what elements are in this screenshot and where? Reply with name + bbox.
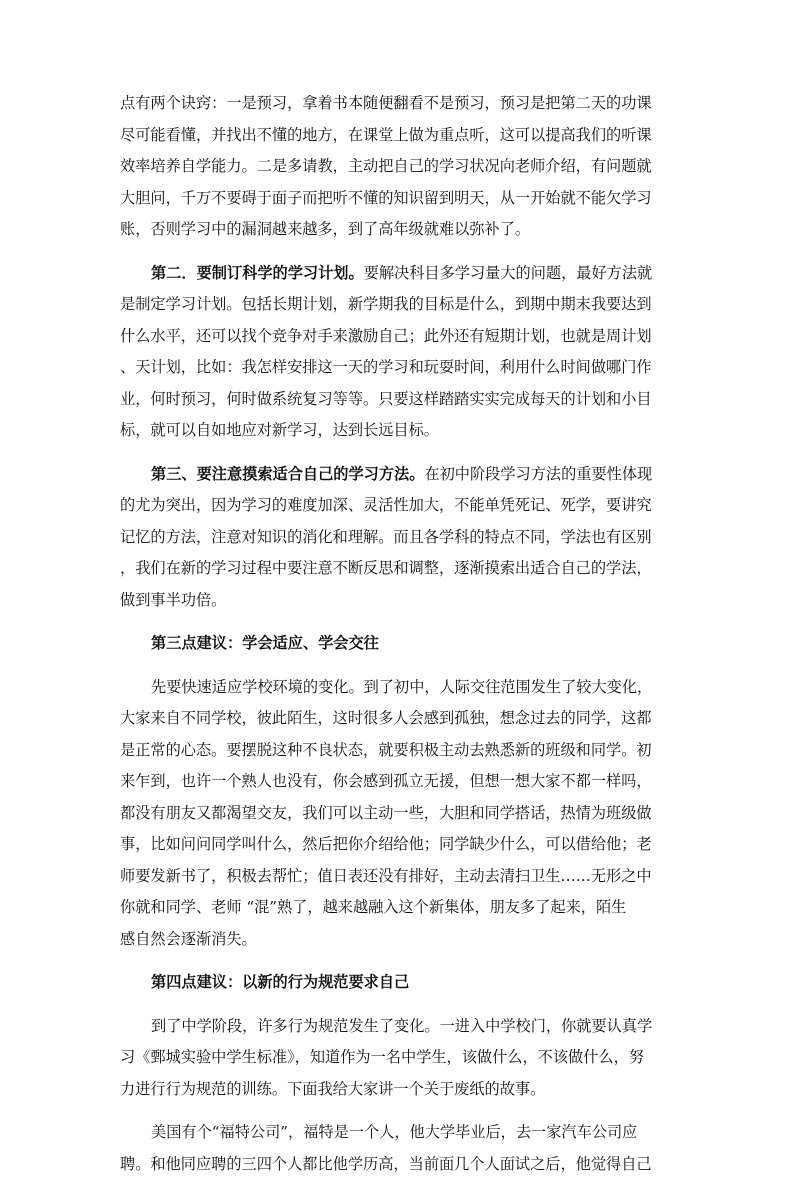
text-line: 大家来自不同学校，彼此陌生，这时很多人会感到孤独，想念过去的同学，这都 — [120, 703, 684, 735]
text-line: ，我们在新的学习过程中要注意不断反思和调整，逐渐摸索出适合自己的学法， — [120, 553, 684, 585]
section-lead-study-plan: 第二．要制订科学的学习计划。 — [151, 264, 364, 282]
text-line — [120, 258, 684, 290]
paragraph-study-method — [120, 459, 684, 617]
text-line: 你就和同学、老师 “混”熟了，越来越融入这个新集体，朋友多了起来，陌生 — [120, 892, 684, 924]
paragraph-study-plan — [120, 258, 684, 447]
text-line: 业，何时预习，何时做系统复习等等。只要这样踏踏实实完成每天的计划和小目 — [120, 384, 684, 416]
text-fragment: 在初中阶段学习方法的重要性体现 — [424, 465, 652, 483]
text-line: 效率培养自学能力。二是多请教，主动把自己的学习状况向老师介绍，有问题就 — [120, 151, 684, 183]
text-line: 的尤为突出，因为学习的难度加深、灵活性加大，不能单凭死记、死学，要讲究 — [120, 490, 684, 522]
text-line: 账，否则学习中的漏洞越来越多，到了高年级就难以弥补了。 — [120, 214, 684, 246]
text-line: 事，比如问问同学叫什么，然后把你介绍给他；同学缺少什么，可以借给他；老 — [120, 829, 684, 861]
paragraph-ford-story — [120, 1117, 684, 1180]
text-line: 都没有朋友又都渴望交友，我们可以主动一些，大胆和同学搭话，热情为班级做 — [120, 798, 684, 830]
section-heading-fourth-suggestion — [120, 967, 684, 999]
text-line: 做到事半功倍。 — [120, 585, 684, 617]
text-line: 尽可能看懂，并找出不懂的地方，在课堂上做为重点听，这可以提高我们的听课 — [120, 120, 684, 152]
text-line: 先要快速适应学校环境的变化。到了初中，人际交往范围发生了较大变化， — [120, 672, 684, 704]
text-line: 什么水平，还可以找个竞争对手来激励自己；此外还有短期计划，也就是周计划 — [120, 321, 684, 353]
heading-text: 第四点建议：以新的行为规范要求自己 — [151, 967, 684, 999]
text-fragment: 要解决科目多学习量大的问题，最好方法就 — [364, 264, 653, 282]
text-line: 、天计划，比如：我怎样安排这一天的学习和玩耍时间，利用什么时间做哪门作 — [120, 352, 684, 384]
text-line: 标，就可以自如地应对新学习，达到长远目标。 — [120, 415, 684, 447]
paragraph-behavior-norms — [120, 1011, 684, 1106]
text-line: 是正常的心态。要摆脱这种不良状态，就要积极主动去熟悉新的班级和同学。初 — [120, 735, 684, 767]
text-line: 到了中学阶段，许多行为规范发生了变化。一进入中学校门，你就要认真学 — [120, 1011, 684, 1043]
paragraph-study-tips-continued — [120, 88, 684, 246]
text-line: 是制定学习计划。包括长期计划，新学期我的目标是什么，到期中期末我要达到 — [120, 289, 684, 321]
section-heading-third-suggestion — [120, 628, 684, 660]
text-line: 师要发新书了，积极去帮忙；值日表还没有排好，主动去清扫卫生……无形之中 — [120, 861, 684, 893]
heading-text: 第三点建议：学会适应、学会交往 — [151, 628, 684, 660]
text-line: 感自然会逐渐消失。 — [120, 924, 684, 956]
paragraph-adapt-socialize — [120, 672, 684, 956]
text-line: 大胆问，千万不要碍于面子而把听不懂的知识留到明天，从一开始就不能欠学习 — [120, 183, 684, 215]
text-line: 力进行行为规范的训练。下面我给大家讲一个关于废纸的故事。 — [120, 1074, 684, 1106]
text-line — [120, 459, 684, 491]
document-page — [120, 88, 684, 1180]
text-line: 来乍到，也许一个熟人也没有，你会感到孤立无援，但想一想大家不都一样吗， — [120, 766, 684, 798]
text-line: 习《鄄城实验中学生标准》，知道作为一名中学生，该做什么，不该做什么，努 — [120, 1042, 684, 1074]
text-line: 聘。和他同应聘的三四个人都比他学历高，当前面几个人面试之后，他觉得自己 — [120, 1149, 684, 1180]
text-line: 点有两个诀窍：一是预习，拿着书本随便翻看不是预习，预习是把第二天的功课 — [120, 88, 684, 120]
text-line: 美国有个“福特公司”，福特是一个人，他大学毕业后，去一家汽车公司应 — [120, 1117, 684, 1149]
section-lead-study-method: 第三、要注意摸索适合自己的学习方法。 — [151, 465, 424, 483]
text-line: 记忆的方法，注意对知识的消化和理解。而且各学科的特点不同，学法也有区别 — [120, 522, 684, 554]
